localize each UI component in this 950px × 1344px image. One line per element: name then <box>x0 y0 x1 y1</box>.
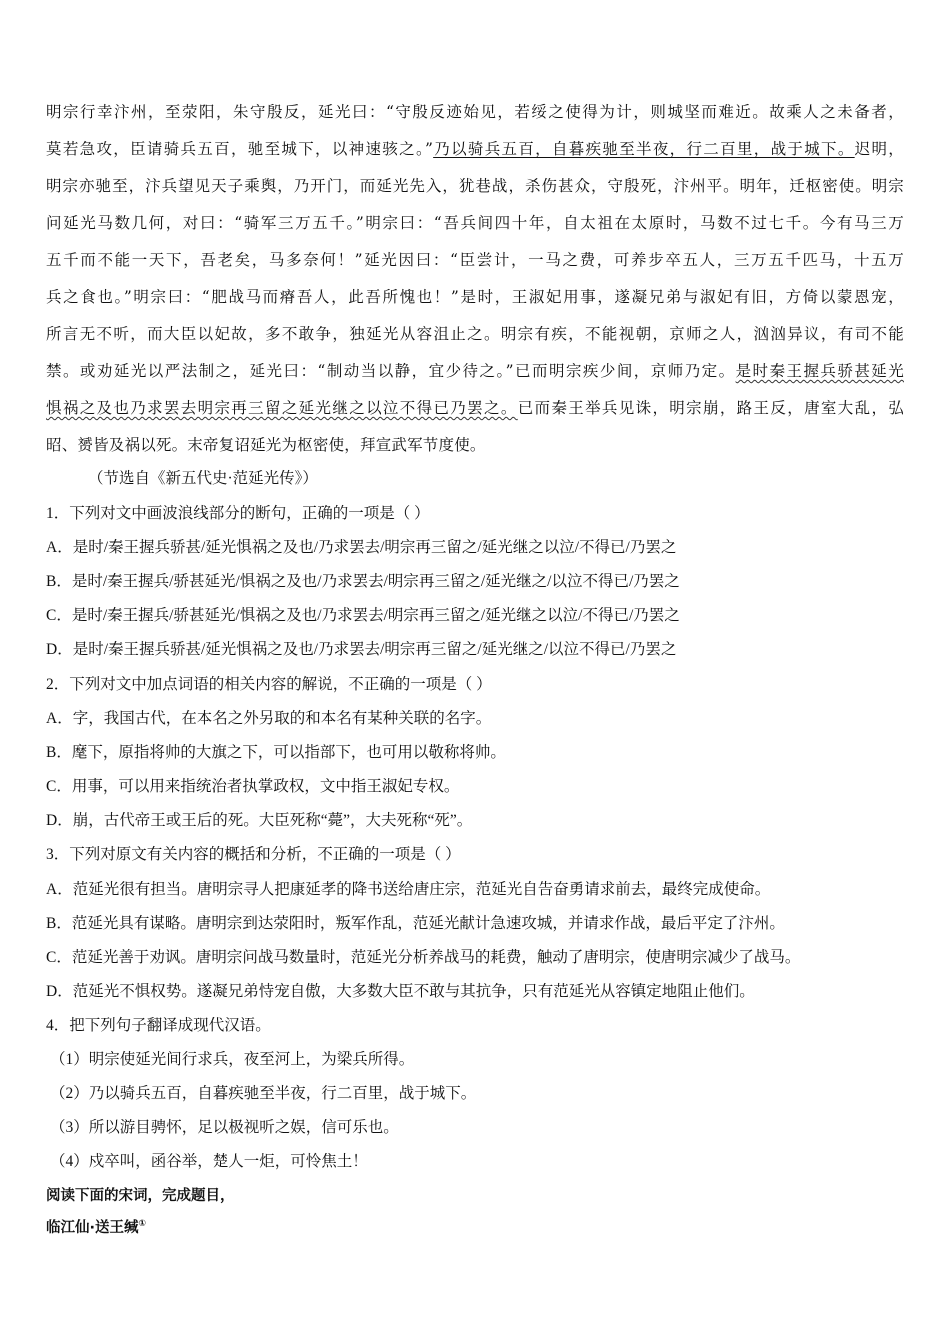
question-3-stem: 3．下列对原文有关内容的概括和分析，不正确的一项是（ ） <box>46 846 461 863</box>
poem-title-text: 临江仙·送王缄 <box>46 1220 139 1236</box>
passage-line-9 <box>46 398 904 418</box>
passage-line-10: 昭、赟皆及祸以死。末帝复诏延光为枢密使，拜宣武军节度使。 <box>46 436 486 454</box>
question-3-option-a: A．范延光很有担当。唐明宗寻人把康延孝的降书送给唐庄宗，范延光自告奋勇请求前去，最终完成使命。 <box>46 881 771 898</box>
passage-line-2-text: 莫若急攻，臣请骑兵五百，驰至城下，以神速骇之。” <box>46 140 434 158</box>
question-1-option-c: C．是时/秦王握兵/骄甚延光/惧祸之及也/乃求罢去/明宗再三留之/延光继之以泣/不得已/乃罢之 <box>46 607 680 624</box>
question-4-item-1: （1）明宗使延光间行求兵，夜至河上，为梁兵所得。 <box>50 1051 415 1068</box>
passage-line-9-tail: 已而秦王举兵见诛，明宗崩，路王反，唐室大乱，弘 <box>517 399 904 417</box>
passage-line-3: 明宗亦驰至，汴兵望见天子乘舆，乃开门，而延光先入，犹巷战，杀伤甚众，守殷死，汴州平。明年，迁枢密使。明宗 <box>46 177 904 195</box>
question-2-option-a: A．字，我国古代，在本名之外另取的和本名有某种关联的名字。 <box>46 710 492 727</box>
passage-line-6: 兵之食也。”明宗曰：“肥战马而瘠吾人，此吾所愧也！”是时，王淑妃用事，遂凝兄弟与淑妃有旧，方倚以蒙恩宠， <box>46 288 904 306</box>
question-3-option-b: B．范延光具有谋略。唐明宗到达荥阳时，叛军作乱，范延光献计急速攻城，并请求作战，最后平定了汴州。 <box>46 915 785 932</box>
question-2-option-c: C．用事，可以用来指统治者执掌政权，文中指王淑妃专权。 <box>46 778 460 795</box>
question-3-option-c: C．范延光善于劝讽。唐明宗问战马数量时，范延光分析养战马的耗费，触动了唐明宗，使唐明宗减少了战马。 <box>46 949 801 966</box>
section-heading: 阅读下面的宋词，完成题目， <box>46 1188 235 1204</box>
passage-line-7: 所言无不听，而大臣以妃故，多不敢争，独延光从容沮止之。明宗有疾，不能视朝，京师之人，汹汹异议，有司不能 <box>46 325 904 343</box>
question-1-option-b: B．是时/秦王握兵/骄甚延光/惧祸之及也/乃求罢去/明宗再三留之/延光继之/以泣不得已/乃罢之 <box>46 573 680 590</box>
passage-line-8-text: 禁。或劝延光以严法制之，延光曰：“制动当以静，宜少待之。”已而明宗疾少间，京师乃定。 <box>46 362 736 380</box>
wavy-underlined-sentence-part-2: 惧祸之及也乃求罢去明宗再三留之延光继之以泣不得已乃罢之。 <box>46 399 518 417</box>
source-citation: （节选自《新五代史·范延光传》） <box>88 470 318 487</box>
question-4-stem: 4．把下列句子翻译成现代汉语。 <box>46 1017 271 1034</box>
footnote-marker: ① <box>138 1219 147 1230</box>
passage-line-4: 问延光马数几何，对曰：“骑军三万五千。”明宗曰：“吾兵间四十年，自太祖在太原时，马数不过七千。今有马三万 <box>46 214 904 232</box>
passage-line-2 <box>46 139 904 159</box>
passage-line-2-tail: 迟明， <box>854 140 904 158</box>
underlined-sentence: 乃以骑兵五百，自暮疾驰至半夜，行二百里，战于城下。 <box>433 140 855 158</box>
question-1-stem: 1．下列对文中画波浪线部分的断句，正确的一项是（ ） <box>46 505 430 522</box>
wavy-underlined-sentence-part-1: 是时秦王握兵骄甚延光 <box>735 362 904 380</box>
question-4-item-3: （3）所以游目骋怀，足以极视听之娱，信可乐也。 <box>50 1119 399 1136</box>
passage-line-8 <box>46 361 904 381</box>
question-1-option-a: A．是时/秦王握兵骄甚/延光惧祸之及也/乃求罢去/明宗再三留之/延光继之以泣/不得已/乃罢之 <box>46 539 677 556</box>
question-2-stem: 2．下列对文中加点词语的相关内容的解说，不正确的一项是（ ） <box>46 676 492 693</box>
question-4-item-4: （4）戍卒叫，函谷举，楚人一炬，可怜焦土！ <box>50 1153 368 1170</box>
question-4-item-2: （2）乃以骑兵五百，自暮疾驰至半夜，行二百里，战于城下。 <box>50 1085 477 1102</box>
question-2-option-b: B．麾下，原指将帅的大旗之下，可以指部下，也可用以敬称将帅。 <box>46 744 506 761</box>
question-2-option-d: D．崩，古代帝王或王后的死。大臣死称“薨”，大夫死称“死”。 <box>46 812 473 829</box>
question-3-option-d: D．范延光不惧权势。遂凝兄弟恃宠自傲，大多数大臣不敢与其抗争，只有范延光从容镇定地阻止他们。 <box>46 983 755 1000</box>
passage-line-5: 五千而不能一天下，吾老矣，马多奈何！”延光因曰：“臣尝计，一马之费，可养步卒五人，三万五千匹马，十五万 <box>46 251 904 269</box>
passage-line-1: 明宗行幸汴州，至荥阳，朱守殷反，延光曰：“守殷反迹始见，若绥之使得为计，则城坚而难近。故乘人之未备者， <box>46 103 904 121</box>
question-1-option-d: D．是时/秦王握兵骄甚/延光惧祸之及也/乃求罢去/明宗再三留之/延光继之/以泣不得已/乃罢之 <box>46 641 677 658</box>
poem-title <box>46 1218 146 1238</box>
